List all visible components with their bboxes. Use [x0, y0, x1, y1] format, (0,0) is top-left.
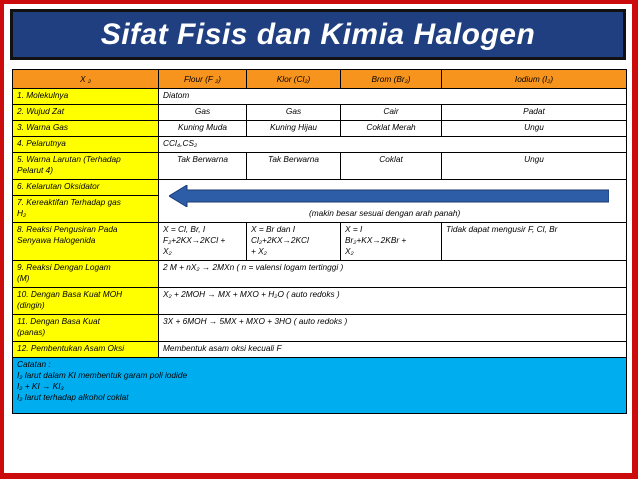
cell-flour: [159, 223, 247, 261]
table-row: [13, 153, 627, 180]
cell-line: X = I: [345, 224, 363, 234]
cell-brom: Cair: [341, 105, 442, 121]
header-flour: Flour (F ₂): [159, 70, 247, 89]
cell-line: + X₂: [251, 246, 267, 256]
row-label: 2. Wujud Zat: [13, 105, 159, 121]
cell-klor: Tak Berwarna: [247, 153, 341, 180]
cell-iodium: Tidak dapat mengusir F, Cl, Br: [442, 223, 627, 261]
catatan-box: [13, 358, 627, 414]
title-bar: [10, 9, 626, 60]
cell-line: X = Cl, Br, I: [163, 224, 206, 234]
cell-line: X = Br dan I: [251, 224, 296, 234]
cell-brom: [341, 223, 442, 261]
row-label-line: (dingin): [17, 300, 45, 310]
row-label-line: (M): [17, 273, 30, 283]
cell-value: CCl₄,CS₂: [159, 137, 627, 153]
cell-line: Br₂+KX→2KBr +: [345, 235, 407, 245]
cell-iodium: Padat: [442, 105, 627, 121]
table-row: [13, 342, 627, 358]
row-label-line: H₂: [17, 208, 27, 218]
cell-line: X₂: [163, 246, 172, 256]
row-label: [13, 315, 159, 342]
header-row: [13, 70, 627, 89]
row-label-line: Pelarut 4): [17, 165, 53, 175]
table-row: [13, 223, 627, 261]
catatan-line: I₂ larut terhadap alkohol coklat: [17, 392, 129, 402]
row-label: 4. Pelarutnya: [13, 137, 159, 153]
left-arrow-icon: [169, 185, 609, 207]
row-label: 6. Kelarutan Oksidator: [13, 180, 159, 196]
row-label-line: 5. Warna Larutan (Terhadap: [17, 154, 121, 164]
cell-line: Cl₂+2KX→2KCl: [251, 235, 309, 245]
cell-line: F₂+2KX→2KCl +: [163, 235, 226, 245]
cell-flour: Gas: [159, 105, 247, 121]
cell-value: Diatom: [159, 89, 627, 105]
row-label: [13, 196, 159, 223]
arrow-note: (makin besar sesuai dengan arah panah): [309, 208, 461, 218]
row-label: [13, 153, 159, 180]
cell-brom: Coklat Merah: [341, 121, 442, 137]
slide-title: Sifat Fisis dan Kimia Halogen: [100, 17, 536, 51]
arrow-cell: [159, 180, 627, 223]
row-label-line: 7. Kereaktifan Terhadap gas: [17, 197, 121, 207]
table-row: [13, 105, 627, 121]
row-label: 12. Pembentukan Asam Oksi: [13, 342, 159, 358]
catatan-line: I₂ + KI → KI₃: [17, 381, 64, 391]
cell-line: X₂: [345, 246, 354, 256]
cell-flour: Kuning Muda: [159, 121, 247, 137]
table-row: [13, 261, 627, 288]
catatan-line: Catatan :: [17, 359, 51, 369]
row-label-line: 11. Dengan Basa Kuat: [17, 316, 100, 326]
row-label: 3. Warna Gas: [13, 121, 159, 137]
slide: [4, 4, 632, 473]
row-label-line: Senyawa Halogenida: [17, 235, 96, 245]
cell-klor: Gas: [247, 105, 341, 121]
notes-row: [13, 358, 627, 414]
cell-klor: Kuning Hijau: [247, 121, 341, 137]
row-label-line: 10. Dengan Basa Kuat MOH: [17, 289, 123, 299]
table-row: [13, 89, 627, 105]
row-label: [13, 261, 159, 288]
table-row: [13, 180, 627, 196]
header-iodium: Iodium (I₂): [442, 70, 627, 89]
table-row: [13, 137, 627, 153]
halogen-table: [12, 69, 627, 414]
row-label: 1. Molekulnya: [13, 89, 159, 105]
cell-value: 2 M + nX₂ → 2MXn ( n = valensi logam tertinggi ): [159, 261, 627, 288]
cell-value: Membentuk asam oksi kecuali F: [159, 342, 627, 358]
row-label: [13, 223, 159, 261]
cell-iodium: Ungu: [442, 121, 627, 137]
cell-value: 3X + 6MOH → 5MX + MXO + 3HO ( auto redoks ): [159, 315, 627, 342]
row-label-line: (panas): [17, 327, 46, 337]
cell-flour: Tak Berwarna: [159, 153, 247, 180]
table-row: [13, 121, 627, 137]
header-klor: Klor (Cl₂): [247, 70, 341, 89]
cell-value: X₂ + 2MOH → MX + MXO + H₂O ( auto redoks ): [159, 288, 627, 315]
header-x2: X ₂: [13, 70, 159, 89]
row-label-line: 9. Reaksi Dengan Logam: [17, 262, 111, 272]
header-brom: Brom (Br₂): [341, 70, 442, 89]
row-label-line: 8. Reaksi Pengusiran Pada: [17, 224, 118, 234]
cell-klor: [247, 223, 341, 261]
row-label: [13, 288, 159, 315]
cell-brom: Coklat: [341, 153, 442, 180]
table-row: [13, 315, 627, 342]
catatan-line: I₂ larut dalam KI membentuk garam poli iodide: [17, 370, 188, 380]
table-row: [13, 288, 627, 315]
cell-iodium: Ungu: [442, 153, 627, 180]
